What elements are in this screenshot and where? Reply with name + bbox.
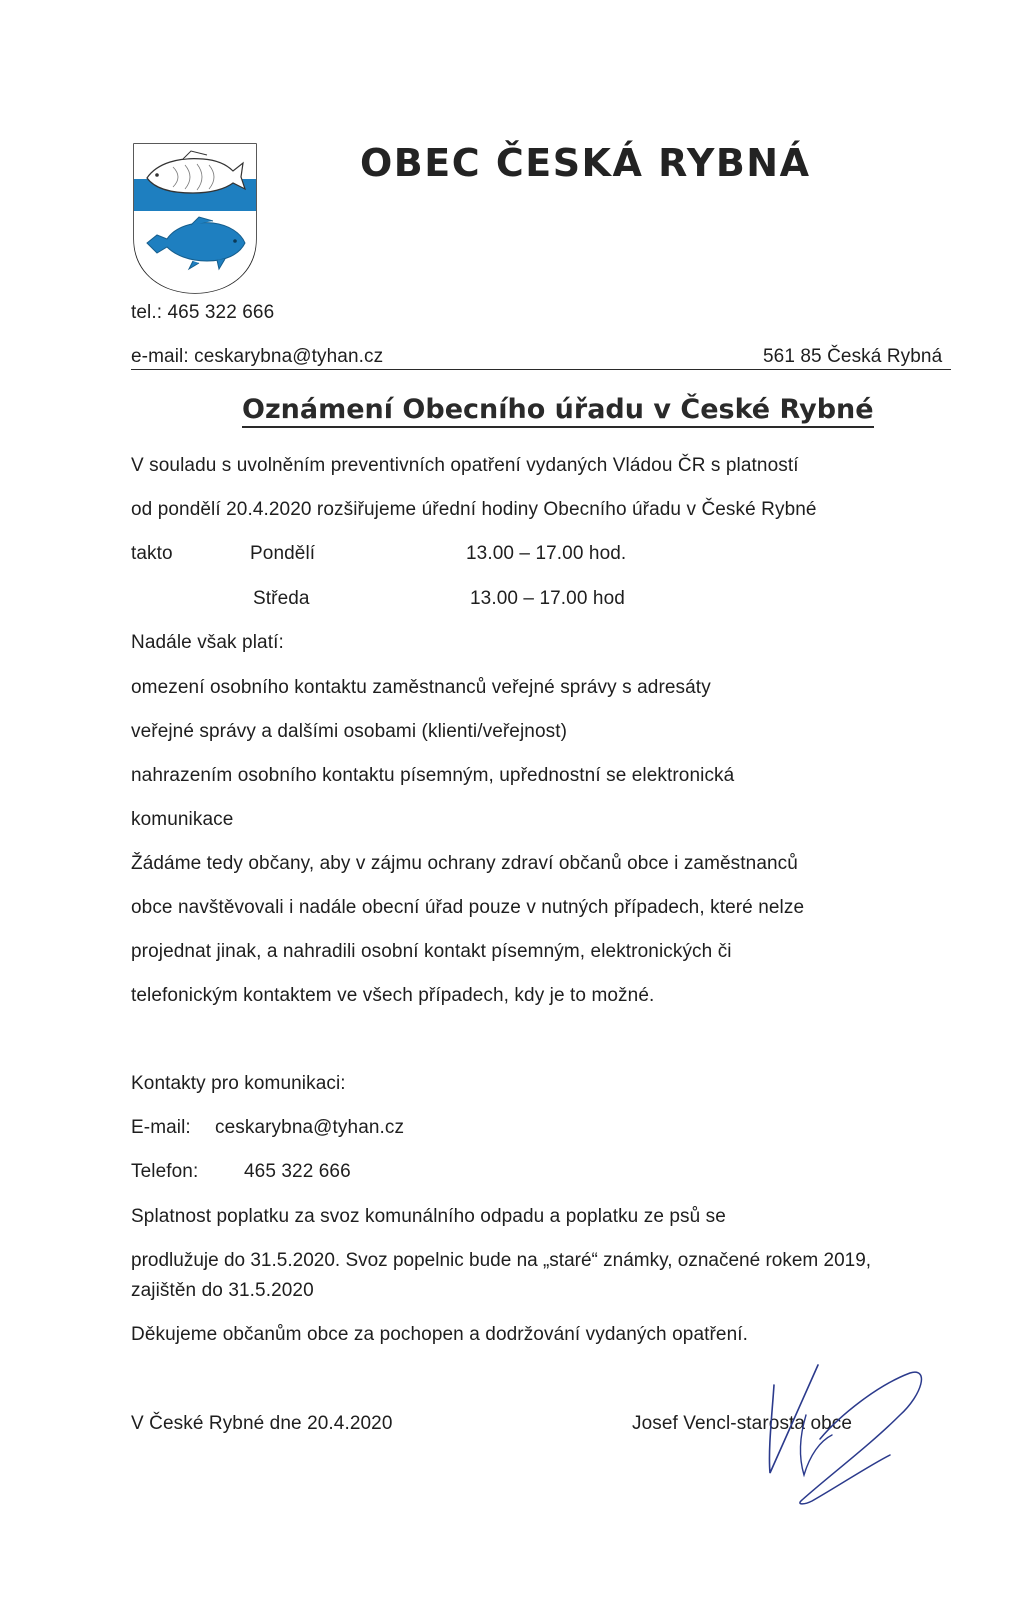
header-address: 561 85 Česká Rybná	[763, 346, 943, 367]
contacts-label: Kontakty pro komunikaci:	[131, 1073, 346, 1094]
place-date: V České Rybné dne 20.4.2020	[131, 1413, 393, 1434]
body-line: komunikace	[131, 809, 234, 830]
body-line: obce navštěvovali i nadále obecní úřad pouze v nutných případech, které nelze	[131, 897, 805, 918]
contacts-phone-label: Telefon:	[131, 1161, 199, 1182]
fees-line: prodlužuje do 31.5.2020. Svoz popelnic bude na „staré“ známky, označené rokem 2019,	[131, 1250, 872, 1271]
signature-mark	[760, 1355, 930, 1515]
body-line: nahrazením osobního kontaktu písemným, upřednostní se elektronická	[131, 765, 735, 786]
still-valid-label: Nadále však platí:	[131, 632, 284, 653]
hours-day-monday: Pondělí	[250, 543, 316, 564]
hours-day-wednesday: Středa	[253, 588, 310, 609]
notice-heading: Oznámení Obecního úřadu v České Rybné	[242, 394, 874, 428]
hours-time-monday: 13.00 – 17.00 hod.	[466, 543, 627, 564]
fees-line: Splatnost poplatku za svoz komunálního odpadu a poplatku ze psů se	[131, 1206, 726, 1227]
contacts-email-label: E-mail:	[131, 1117, 191, 1138]
contacts-phone-value: 465 322 666	[244, 1161, 351, 1182]
body-line: veřejné správy a dalšími osobami (klienti/veřejnost)	[131, 721, 568, 742]
notice-intro-line: V souladu s uvolněním preventivních opatření vydaných Vládou ČR s platností	[131, 455, 799, 476]
body-line: projednat jinak, a nahradili osobní kontakt písemným, elektronických či	[131, 941, 732, 962]
signatory: Josef Vencl-starosta obce	[632, 1413, 853, 1434]
coat-of-arms-logo	[133, 143, 257, 295]
header-phone: tel.: 465 322 666	[131, 302, 275, 323]
hours-time-wednesday: 13.00 – 17.00 hod	[470, 588, 625, 609]
header-divider	[131, 369, 951, 370]
page-title: OBEC ČESKÁ RYBNÁ	[360, 141, 811, 185]
body-line: omezení osobního kontaktu zaměstnanců veřejné správy s adresáty	[131, 677, 711, 698]
thanks-line: Děkujeme občanům obce za pochopen a dodržování vydaných opatření.	[131, 1324, 749, 1345]
contacts-email-value: ceskarybna@tyhan.cz	[215, 1117, 405, 1138]
body-line: telefonickým kontaktem ve všech případech, kdy je to možné.	[131, 985, 655, 1006]
hours-lead: takto	[131, 543, 173, 564]
body-line: Žádáme tedy občany, aby v zájmu ochrany zdraví občanů obce i zaměstnanců	[131, 853, 798, 874]
notice-intro-line: od pondělí 20.4.2020 rozšiřujeme úřední hodiny Obecního úřadu v České Rybné	[131, 499, 817, 520]
header-email: e-mail: ceskarybna@tyhan.cz	[131, 346, 384, 367]
fees-line: zajištěn do 31.5.2020	[131, 1280, 314, 1301]
